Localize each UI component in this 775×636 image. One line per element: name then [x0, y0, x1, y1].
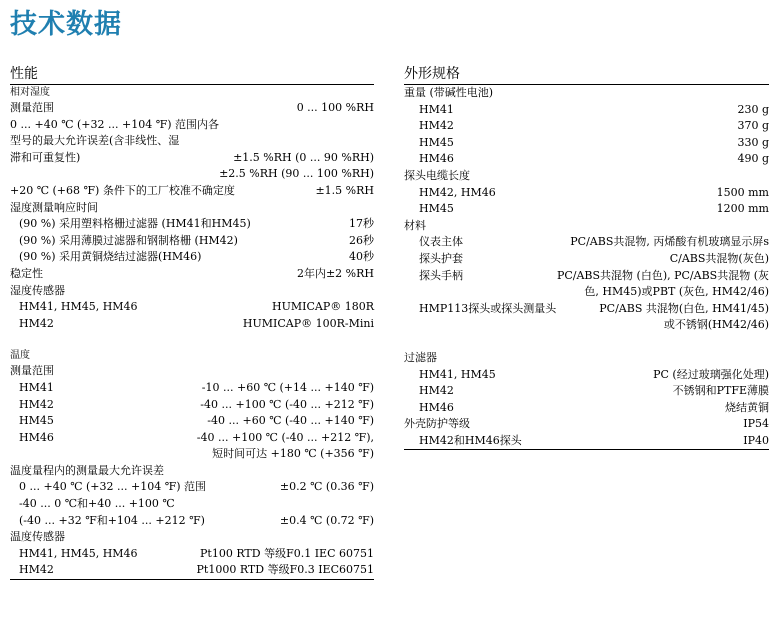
response-row: (90 %) 采用薄膜过滤器和钢制格栅 (HM42) 26秒 — [19, 233, 374, 247]
stability-row: 稳定性 2年内±2 %RH — [10, 266, 374, 280]
temperature-range-row: HM41 -10 ... +60 ℃ (+14 ... +140 ℉) — [19, 380, 374, 394]
response-row: (90 %) 采用塑料格栅过滤器 (HM41和HM45) 17秒 — [19, 217, 374, 231]
weight-row: HM42 370 g — [419, 119, 769, 133]
cable-length-row: HM45 1200 mm — [419, 202, 769, 216]
humidity-sensor-row: HM41, HM45, HM46 HUMICAP® 180R — [19, 300, 374, 314]
temperature-accuracy-row: (-40 ... +32 ℉和+104 ... +212 ℉) ±0.4 ℃ (0.72 ℉) — [19, 513, 374, 527]
accuracy-line-4: ±2.5 %RH (90 ... 100 %RH) — [219, 167, 374, 181]
humidity-label: 相对湿度 — [10, 87, 50, 98]
filter-label: 过滤器 — [404, 350, 437, 364]
cable-length-row: HM42, HM46 1500 mm — [419, 185, 769, 199]
temperature-sensor-row: HM42 Pt1000 RTD 等级F0.3 IEC60751 — [10, 562, 374, 580]
ip-rating-row: 外壳防护等级 IP54 — [404, 417, 769, 431]
filter-row: HM42 不锈钢和PTFE薄膜 — [419, 384, 769, 398]
humidity-range-row: 测量范围 0 ... 100 %RH — [10, 101, 374, 114]
material-row-sleeve: 探头护套 C/ABS共混物(灰色) — [419, 251, 769, 265]
dimensions-heading: 外形规格 — [404, 66, 769, 85]
page-title: 技术数据 — [10, 9, 122, 40]
response-row: (90 %) 采用黄铜烧结过滤器(HM46) 40秒 — [19, 250, 374, 264]
temperature-accuracy-label: 温度量程内的测量最大允许误差 — [10, 463, 164, 477]
ip-probe-row: HM42和HM46探头 IP40 — [404, 433, 769, 451]
material-label: 材料 — [404, 218, 426, 232]
weight-row: HM41 230 g — [419, 102, 769, 116]
humidity-sensor-label: 湿度传感器 — [10, 283, 65, 297]
temperature-label: 温度 — [10, 350, 30, 362]
temperature-range-label: 测量范围 — [10, 364, 54, 378]
filter-row: HM46 烧结黄铜 — [419, 400, 769, 414]
material-row-probe: HMP113探头或探头测量头 PC/ABS 共混物(白色, HM41/45) — [419, 301, 769, 315]
performance-column — [10, 66, 374, 580]
filter-row: HM41, HM45 PC (经过玻璃强化处理) — [419, 367, 769, 381]
temperature-hm46-extra: 短时间可达 +180 ℃ (+356 ℉) — [212, 447, 374, 461]
material-row-body: 仪表主体 PC/ABS共混物, 丙烯酸有机玻璃显示屏s — [419, 235, 769, 249]
temperature-range-row: HM45 -40 ... +60 ℃ (-40 ... +140 ℉) — [19, 414, 374, 428]
material-row-handle-cont: 色, HM45)或PBT (灰色, HM42/46) — [584, 285, 769, 299]
weight-row: HM46 490 g — [419, 152, 769, 166]
accuracy-line-3: 滞和可重复性) ±1.5 %RH (0 ... 90 %RH) — [10, 150, 374, 164]
temperature-sensor-row: HM41, HM45, HM46 Pt100 RTD 等级F0.1 IEC 60751 — [19, 546, 374, 560]
factory-calibration-row: +20 ℃ (+68 ℉) 条件下的工厂校准不确定度 ±1.5 %RH — [10, 183, 374, 197]
humidity-sensor-row: HM42 HUMICAP® 100R-Mini — [19, 316, 374, 330]
temperature-range-row: HM42 -40 ... +100 ℃ (-40 ... +212 ℉) — [19, 397, 374, 411]
dimensions-column — [404, 66, 769, 450]
cable-length-label: 探头电缆长度 — [404, 168, 470, 182]
temperature-range-row: HM46 -40 ... +100 ℃ (-40 ... +212 ℉), — [19, 430, 374, 444]
response-time-label: 湿度测量响应时间 — [10, 200, 98, 214]
performance-heading: 性能 — [10, 66, 374, 85]
accuracy-line-2: 型号的最大允许误差(含非线性、湿 — [10, 134, 180, 148]
weight-row: HM45 330 g — [419, 135, 769, 149]
material-row-probe-cont: 或不锈钢(HM42/46) — [663, 318, 769, 332]
accuracy-line-1: 0 ... +40 ℃ (+32 ... +104 ℉) 范围内各 — [10, 117, 219, 131]
temperature-sensor-label: 温度传感器 — [10, 530, 65, 544]
temperature-accuracy-row: 0 ... +40 ℃ (+32 ... +104 ℉) 范围 ±0.2 ℃ (0.36 ℉) — [19, 480, 374, 494]
weight-label: 重量 (带碱性电池) — [404, 86, 494, 99]
material-row-handle: 探头手柄 PC/ABS共混物 (白色), PC/ABS共混物 (灰 — [419, 268, 769, 282]
temperature-accuracy-row: -40 ... 0 ℃和+40 ... +100 ℃ — [19, 497, 175, 511]
